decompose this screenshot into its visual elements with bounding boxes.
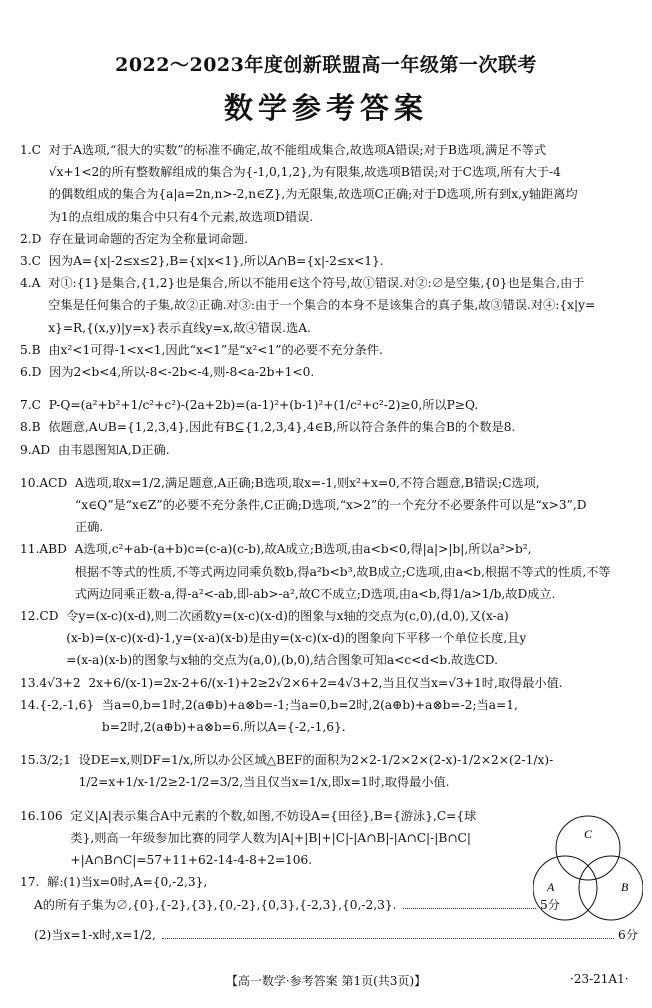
answer-number-gap bbox=[94, 694, 102, 738]
answer-text bbox=[49, 361, 638, 383]
answer-number-gap bbox=[63, 805, 71, 872]
answer-item bbox=[20, 228, 638, 250]
answer-line: 存在量词命题的否定为全称量词命题. bbox=[49, 231, 249, 246]
answer-item bbox=[20, 749, 638, 793]
answer-number-gap bbox=[71, 749, 79, 793]
answer-text bbox=[88, 672, 638, 694]
answer-item bbox=[20, 394, 638, 416]
answer-number-gap bbox=[41, 228, 49, 250]
venn-diagram bbox=[533, 813, 643, 953]
leader-dots bbox=[403, 908, 536, 909]
answer-line: x}=R,{(x,y)|y=x}表示直线y=x,故④错误.选A. bbox=[48, 320, 311, 335]
document-subtitle: 数学参考答案 bbox=[223, 91, 428, 125]
answer-text bbox=[49, 394, 638, 416]
answer-item bbox=[20, 416, 638, 438]
answer-line: 设DE=x,则DF=1/x,所以办公区域△BEF的面积为2×2-1/2×2×(2-x)-1/2×2×(2-1/x)- bbox=[78, 753, 554, 768]
answer-number: 3.C bbox=[20, 254, 41, 269]
spacer bbox=[20, 794, 638, 805]
answer-line: +|A∩B∩C|=57+11+62-14-4-8+2=106. bbox=[70, 853, 313, 868]
answer-line: 因为2<b<4,所以-8<-2b<-4,则-8<a-2b+1<0. bbox=[49, 365, 315, 380]
answer-line: =(x-a)(x-b)的图象与x轴的交点为(a,0),(b,0),结合图象可知a<c<d<b.故选CD. bbox=[66, 653, 498, 668]
spacer bbox=[20, 383, 638, 394]
scored-line bbox=[20, 894, 560, 916]
answer-number: 9.AD bbox=[20, 442, 51, 457]
answer-line: 对于A选项,“很大的实数”的标准不确定,故不能组成集合,故选项A错误;对于B选项,满足不等式 bbox=[48, 143, 547, 157]
answer-text bbox=[75, 472, 638, 539]
answer-text bbox=[49, 139, 638, 228]
score-label: 6分 bbox=[618, 927, 638, 942]
exam-title: 2022～2023年度创新联盟高一年级第一次联考 bbox=[115, 54, 537, 76]
answer-number: 6.D bbox=[20, 365, 42, 380]
answer-number-gap bbox=[81, 672, 89, 694]
answer-line: (x-b)=(x-c)(x-d)-1,y=(x-a)(x-b)是由y=(x-c)(x-d)的图象向下平移一个单位长度,且y bbox=[66, 631, 527, 646]
answer-number: 4.A bbox=[20, 276, 41, 291]
answer-line: 的偶数组成的集合为{a|a=2n,n>-2,n∈Z},为无限集,故选项C正确;对于D选项,所有到x,y轴距离均 bbox=[48, 187, 578, 202]
answer-number-gap bbox=[41, 416, 49, 438]
answer-number: 14.{-2,-1,6} bbox=[20, 697, 95, 712]
answer-number: 5.B bbox=[20, 342, 41, 357]
answer-line: 式两边同乘正数-a,得-a²<-ab,即-ab>-a²,故C不成立;D选项,由a<b,得1/a>1/b,故D成立. bbox=[74, 586, 556, 601]
answer-line: 解:(1)当x=0时,A={0,-2,3}, bbox=[47, 875, 208, 890]
answer-number-gap bbox=[58, 605, 66, 672]
answer-item bbox=[20, 361, 638, 383]
answer-line: A选项,取x=1/2,满足题意,A正确;B选项,取x=-1,则x²+x=0,不符合题意,B错误;C选项, bbox=[75, 475, 540, 490]
answer-number: 16.106 bbox=[20, 808, 63, 823]
score-label: 5分 bbox=[540, 897, 560, 912]
answer-line: 依题意,A∪B={1,2,3,4},因此有B⊆{1,2,3,4},4∈B,所以符合条件的集合B的个数是8. bbox=[48, 420, 516, 435]
answer-number: 11.ABD bbox=[20, 542, 67, 557]
answer-text bbox=[48, 416, 638, 438]
venn-label-c: C bbox=[584, 827, 593, 841]
answer-number-gap bbox=[41, 339, 49, 361]
answer-item bbox=[20, 272, 638, 339]
answer-line: 正确. bbox=[75, 520, 104, 535]
answer-line: b=2时,2(a⊕b)+a⊗b=6.所以A={-2,-1,6}. bbox=[101, 720, 346, 735]
answer-line: 令y=(x-c)(x-d),则二次函数y=(x-c)(x-d)的图象与x轴的交点为(c,0),(d,0),又(x-a) bbox=[66, 609, 509, 624]
answer-line: 根据不等式的性质,不等式两边同乘负数b,得a²b<b³,故B成立;C选项,由a<b,根据不等式的性质,不等 bbox=[74, 564, 611, 579]
spacer bbox=[20, 461, 638, 472]
answer-number-gap bbox=[41, 139, 49, 228]
venn-label-a: A bbox=[547, 880, 555, 894]
answer-item bbox=[20, 250, 638, 272]
answer-line: 定义|A|表示集合A中元素的个数,如图,不妨设A={田径},B={游泳},C={球 bbox=[70, 808, 477, 823]
answer-text bbox=[48, 339, 638, 361]
answer-number: 2.D bbox=[20, 231, 42, 246]
venn-circle-b bbox=[579, 856, 643, 920]
answer-number: 1.C bbox=[20, 143, 41, 157]
page-footer: 【高一数学·参考答案 第1页(共3页)】 bbox=[225, 974, 427, 988]
answer-number: 17. bbox=[20, 875, 40, 890]
answer-item bbox=[20, 139, 638, 228]
answer-item bbox=[20, 694, 638, 738]
answer-line: A选项,c²+ab-(a+b)c=(c-a)(c-b),故A成立;B选项,由a<b<0,得|a|>|b|,所以a²>b², bbox=[74, 542, 532, 557]
answer-number-gap bbox=[67, 472, 75, 539]
answer-text bbox=[79, 749, 638, 793]
spacer bbox=[20, 738, 638, 749]
answer-number-gap bbox=[41, 250, 49, 272]
answer-number-gap bbox=[50, 439, 58, 461]
answer-item bbox=[20, 672, 638, 694]
answer-number: 7.C bbox=[20, 398, 41, 413]
scored-line-text: (2)当x=1-x时,x=1/2, bbox=[34, 927, 156, 942]
venn-label-b: B bbox=[621, 880, 629, 894]
answer-number: 13.4√3+2 bbox=[20, 675, 81, 690]
answer-line: 类},则高一年级参加比赛的同学人数为|A|+|B|+|C|-|A∩B|-|A∩C|-|B∩C| bbox=[70, 830, 471, 845]
answer-text bbox=[102, 694, 638, 738]
answer-line: √x+1<2的所有整数解组成的集合为{-1,0,1,2},为有限集,故选项B错误;对于C选项,所有大于-4 bbox=[48, 165, 561, 180]
answer-line: 对①:{1}是集合,{1,2}也是集合,所以不能用∈这个符号,故①错误.对②:∅是空集,{0}也是集合,由于 bbox=[48, 276, 585, 291]
answer-line: 由x²<1可得-1<x<1,因此“x<1”是“x²<1”的必要不充分条件. bbox=[48, 342, 383, 357]
answer-item bbox=[20, 605, 638, 672]
answer-line: 空集是任何集合的子集,故②正确.对③:由于一个集合的本身不是该集合的真子集,故③错误.对④:{x|y= bbox=[48, 298, 596, 313]
answer-line: 1/2=x+1/x-1/2≥2-1/2=3/2,当且仅当x=1/x,即x=1时,取得最小值. bbox=[78, 775, 450, 790]
answer-item bbox=[20, 538, 638, 605]
answer-item bbox=[20, 472, 638, 539]
answer-text bbox=[66, 605, 638, 672]
answer-number-gap bbox=[39, 871, 47, 893]
answer-number-gap bbox=[67, 538, 75, 605]
answer-number-gap bbox=[40, 272, 48, 339]
answer-number-gap bbox=[41, 394, 49, 416]
answer-item bbox=[20, 439, 638, 461]
venn-circle-c bbox=[556, 816, 620, 880]
answer-number: 15.3/2;1 bbox=[20, 753, 71, 768]
scored-line-text: A的所有子集为∅,{0},{-2},{3},{0,-2},{0,3},{-2,3},{0,-2,3}. bbox=[34, 897, 397, 912]
document-code: ·23-21A1· bbox=[570, 972, 629, 986]
venn-circle-a bbox=[533, 856, 597, 920]
answer-line: 由韦恩图知A,D正确. bbox=[57, 442, 170, 457]
answer-number-gap bbox=[41, 361, 49, 383]
answer-line: 当a=0,b=1时,2(a⊕b)+a⊗b=-1;当a=0,b=2时,2(a⊕b)+a⊗b=-2;当a=1, bbox=[101, 697, 518, 712]
answer-number: 8.B bbox=[20, 420, 41, 435]
answer-number: 12.CD bbox=[20, 609, 59, 624]
answer-line: 2x+6/(x-1)=2x-2+6/(x-1)+2≥2√2×6+2=4√3+2,当且仅当x=√3+1时,取得最小值. bbox=[88, 675, 563, 690]
answer-item bbox=[20, 339, 638, 361]
answer-line: P-Q=(a²+b²+1/c²+c²)-(2a+2b)=(a-1)²+(b-1)²+(1/c²+c²-2)≥0,所以P≥Q. bbox=[48, 398, 479, 413]
answer-text bbox=[49, 250, 638, 272]
answer-text bbox=[75, 538, 638, 605]
answer-text bbox=[49, 228, 638, 250]
answer-line: 为1的点组成的集合中只有4个元素,故选项D错误. bbox=[48, 209, 314, 224]
answer-text bbox=[48, 272, 638, 339]
answer-text bbox=[58, 439, 638, 461]
answer-line: “x∈Q”是“x∈Z”的必要不充分条件,C正确;D选项,“x>2”的一个充分不必要条件可以是“x>3”,D bbox=[75, 498, 587, 513]
answer-line: 因为A={x|-2≤x≤2},B={x|x<1},所以A∩B={x|-2≤x<1}. bbox=[48, 254, 384, 269]
answer-number: 10.ACD bbox=[20, 475, 68, 490]
